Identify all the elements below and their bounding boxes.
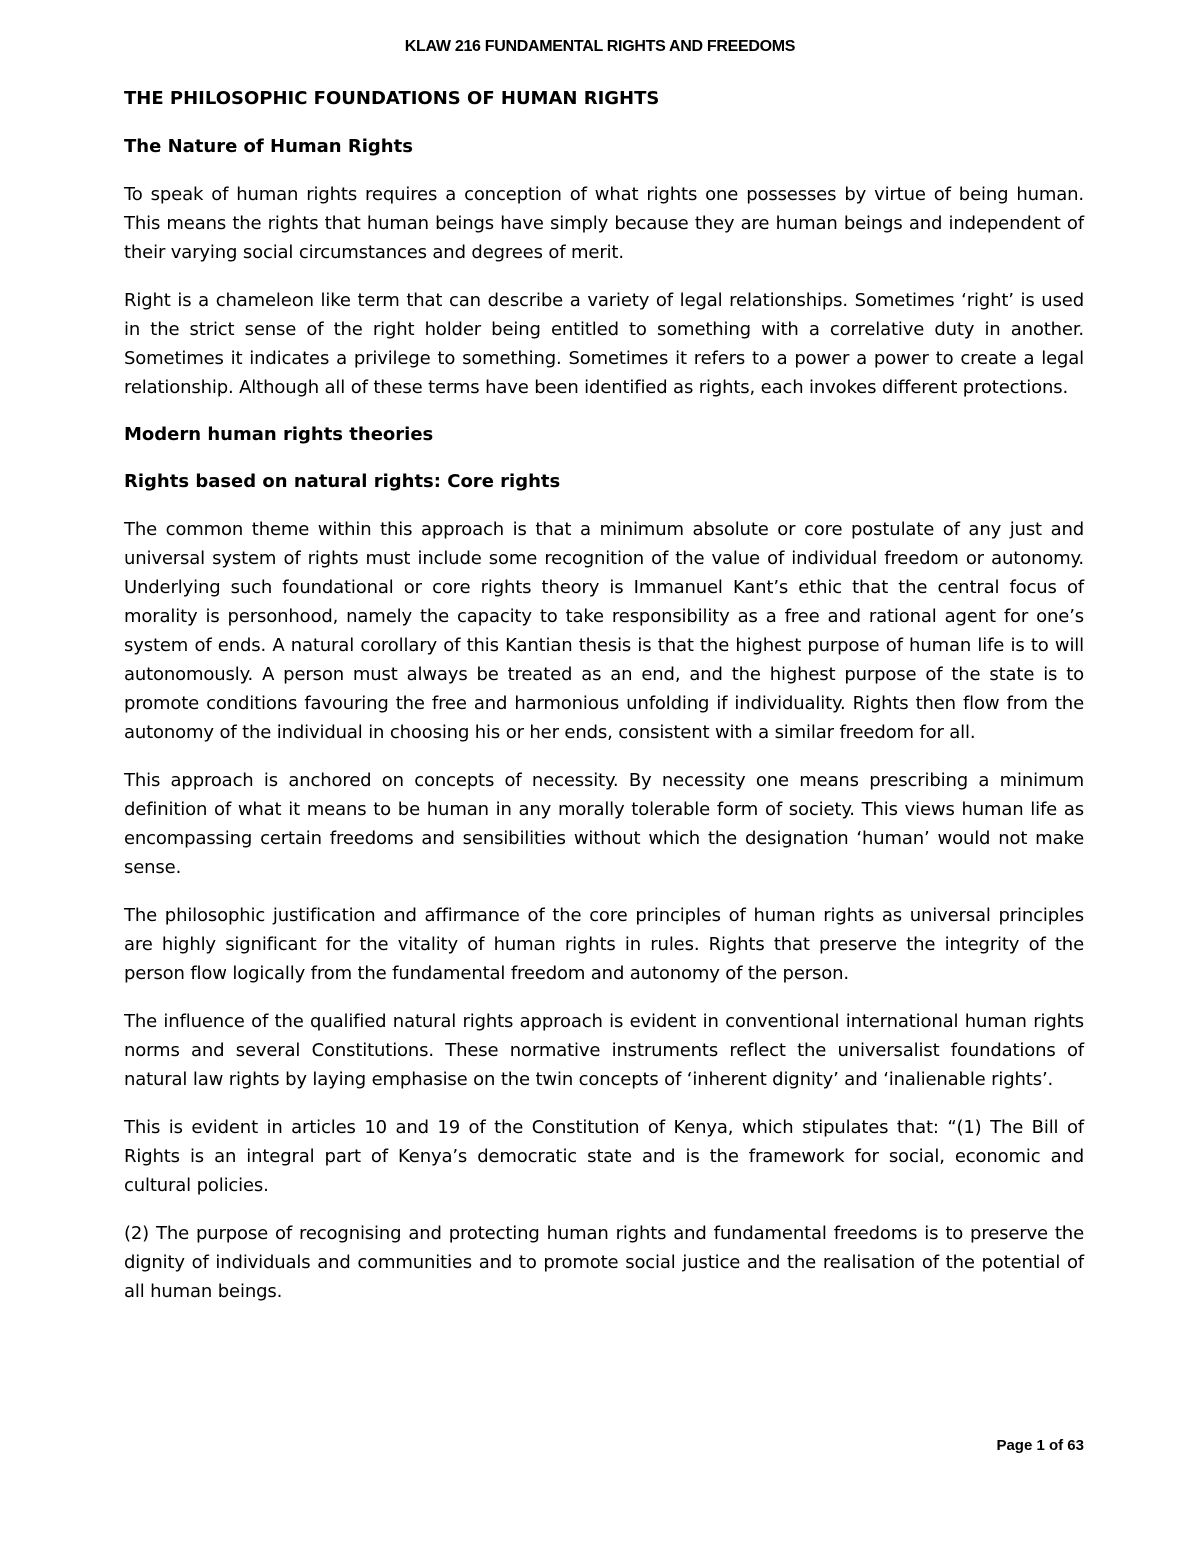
paragraph-6: The influence of the qualified natural rights approach is evident in conventional international human rights norms and several Constitutions. These normative instruments reflect the universalist foundations of natural law rights by laying emphasise on the twin concepts of ‘inherent dignity’ and ‘inalienable rights’. (124, 1011, 1084, 1090)
paragraph-5: The philosophic justification and affirmance of the core principles of human rights as universal principles are highly significant for the vitality of human rights in rules. Rights that preserve the integrity of the person flow logically from the fundamental freedom and autonomy of the person. (124, 905, 1084, 984)
running-header: KLAW 216 FUNDAMENTAL RIGHTS AND FREEDOMS (404, 38, 796, 55)
paragraph-4: This approach is anchored on concepts of necessity. By necessity one means prescribing a minimum definition of what it means to be human in any morally tolerable form of society. This views human life as encompassing certain freedoms and sensibilities without which the designation ‘human’ would not make sense. (124, 770, 1084, 878)
paragraph-3: The common theme within this approach is that a minimum absolute or core postulate of any just and universal system of rights must include some recognition of the value of individual freedom or autonomy. Underlying such foundational or core rights theory is Immanuel Kant’s ethic that the central focus of morality is personhood, namely the capacity to take responsibility as a free and rational agent for one’s system of ends. A natural corollary of this Kantian thesis is that the highest purpose of human life is to will autonomously. A person must always be treated as an end, and the highest purpose of the state is to promote conditions favouring the free and harmonious unfolding if individuality. Rights then flow from the autonomy of the individual in choosing his or her ends, consistent with a similar freedom for all. (124, 519, 1084, 743)
paragraph-1: To speak of human rights requires a conception of what rights one possesses by virtue of being human. This means the rights that human beings have simply because they are human beings and independent of their varying social circumstances and degrees of merit. (124, 184, 1084, 263)
paragraph-7: This is evident in articles 10 and 19 of the Constitution of Kenya, which stipulates that: “(1) The Bill of Rights is an integral part of Kenya’s democratic state and is the framework for social, economic and cultural policies. (124, 1117, 1084, 1196)
section-heading-core-rights: Rights based on natural rights: Core rights (124, 471, 561, 492)
paragraph-2: Right is a chameleon like term that can describe a variety of legal relationships. Sometimes ‘right’ is used in the strict sense of the right holder being entitled to something with a correlative duty in another. Sometimes it indicates a privilege to something. Sometimes it refers to a power a power to create a legal relationship. Although all of these terms have been identified as rights, each invokes different protections. (124, 290, 1084, 398)
page-number: Page 1 of 63 (996, 1437, 1084, 1454)
paragraph-8: (2) The purpose of recognising and protecting human rights and fundamental freedoms is to preserve the dignity of individuals and communities and to promote social justice and the realisation of the potential of all human beings. (124, 1223, 1084, 1302)
document-body (124, 85, 1084, 1325)
section-heading-modern-theories: Modern human rights theories (124, 424, 434, 445)
section-heading-nature: The Nature of Human Rights (124, 136, 413, 157)
document-title: THE PHILOSOPHIC FOUNDATIONS OF HUMAN RIGHTS (124, 88, 660, 109)
